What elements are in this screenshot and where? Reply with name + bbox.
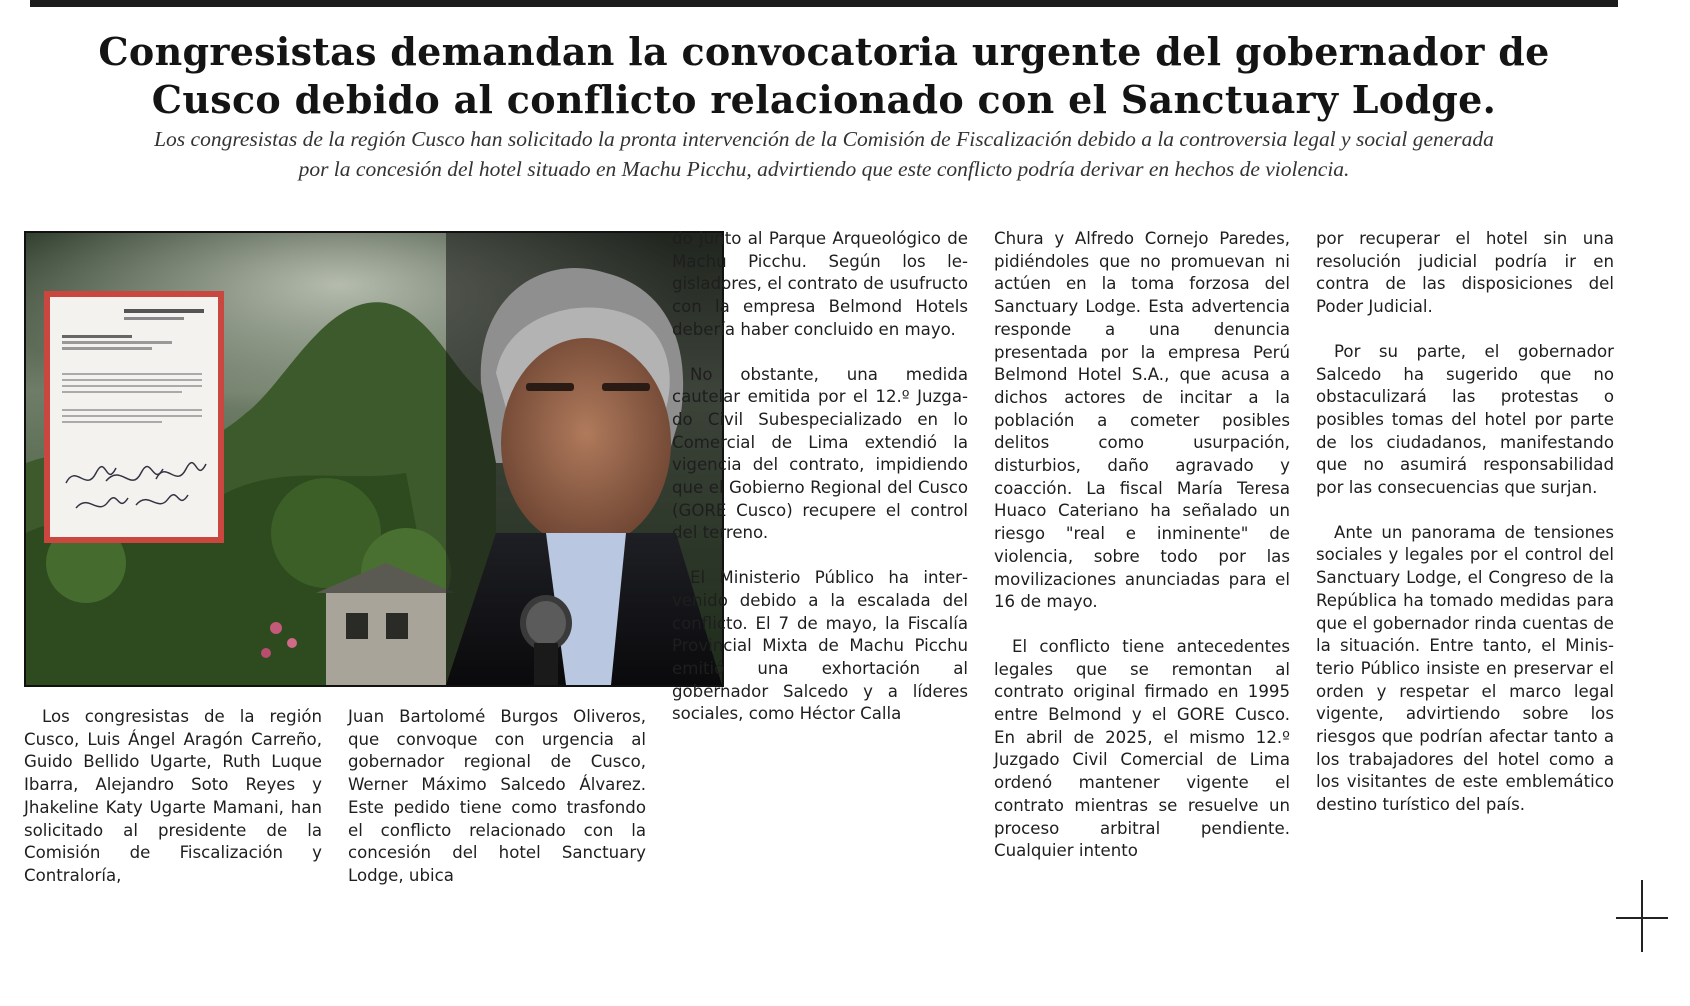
article-column-2 — [348, 706, 646, 888]
paragraph: Ante un panorama de tensiones sociales y legales por el control del Sanctuary Lodge, el Congreso de la República ha tomado medidas para que el gobernador rinda cuentas de la situación. Entre tanto, el Ministerio Público insiste en preservar el orden y respetar el marco legal vigente, advirtiendo sobre los riesgos que podrían afectar tanto a los trabajadores del hotel como a los visitantes de este emblemático destino turístico del país. — [1316, 522, 1614, 815]
top-rule — [30, 0, 1618, 7]
headline-line: Congresistas demandan la convocatoria urgente del gobernador de — [98, 29, 1550, 74]
headline-line: Cusco debido al conflicto relacionado con el Sanctuary Lodge. — [151, 77, 1497, 122]
article-column-5 — [1316, 228, 1614, 817]
paragraph: Los congresistas de la región Cusco, Luis Ángel Aragón Carreño, Guido Bellido Ugarte, Ruth Luque Ibarra, Alejandro Soto Reyes y Jhakeline Katy Ugarte Mamani, han solicitado al presidente de la Comisión de Fiscalización y Contraloría, — [24, 707, 322, 885]
article-column-4 — [994, 228, 1290, 863]
article-column-3 — [672, 228, 968, 726]
paragraph: El Ministerio Público ha intervenido debido a la escalada del conflicto. El 7 de mayo, la Fiscalía Provincial Mixta de Machu Picchu emitió una exhortación al gobernador Salcedo y a líderes sociales, como Héctor Calla — [672, 568, 968, 724]
paragraph: No obstante, una medida cautelar emitida por el 12.º Juzgado Civil Subespecializado en lo Comercial de Lima extendió la vigencia del contrato, impidiendo que el Gobierno Regional del Cusco (GORE Cusco) recupere el control del terreno. — [672, 364, 968, 543]
paragraph: do junto al Parque Arqueológico de Machu Picchu. Según los legisladores, el contrato de usufructo con la empresa Belmond Hotels debería haber concluido en mayo. — [672, 229, 968, 339]
deck-line: por la concesión del hotel situado en Machu Picchu, advirtiendo que este conflicto podría derivar en hechos de violencia. — [298, 157, 1350, 181]
crop-mark — [1641, 880, 1643, 952]
deck — [30, 124, 1618, 184]
article-column-1 — [24, 706, 322, 888]
headline — [30, 28, 1618, 124]
paragraph: Juan Bartolomé Burgos Oliveros, que convoque con urgencia al gobernador regional de Cusco, Werner Máximo Salcedo Álvarez. Este pedido tiene como trasfondo el conflicto relacionado con la concesión del hotel Sanctuary Lodge, ubica — [348, 707, 646, 885]
paragraph: Por su parte, el gobernador Salcedo ha sugerido que no obstaculizará las protestas o posibles tomas del hotel por parte de los ciudadanos, manifestando que no asumirá responsabilidad por las consecuencias que surjan. — [1316, 341, 1614, 498]
deck-line: Los congresistas de la región Cusco han solicitado la pronta intervención de la Comisión de Fiscalización debido a la controversia legal y social generada — [154, 127, 1494, 151]
paragraph: Chura y Alfredo Cornejo Paredes, pidiéndoles que no promuevan ni actúen en la toma forzosa del Sanctuary Lodge. Esta advertencia responde a una denuncia presentada por la empresa Perú Belmond Hotel S.A., que acusa a dichos actores de incitar a la población a cometer posibles delitos como usurpación, disturbios, daño agravado y coacción. La fiscal María Teresa Huaco Cateriano ha señalado un riesgo "real e inminente" de violencia, sobre todo por las movilizaciones anunciadas para el 16 de mayo. — [994, 229, 1290, 612]
signed-letter-image — [44, 291, 224, 543]
paragraph: El conflicto tiene antecedentes legales que se remontan al contrato original firmado en 1995 entre Belmond y el GORE Cusco. En abril de 2025, el mismo 12.º Juzgado Civil Comercial de Lima ordenó mantener vigente el contrato mientras se resuelve un proceso arbitral pendiente. Cualquier intento — [994, 636, 1290, 861]
article-photo — [24, 231, 724, 687]
paragraph: por recuperar el hotel sin una resolución judicial podría ir en contra de las disposiciones del Poder Judicial. — [1316, 229, 1614, 317]
